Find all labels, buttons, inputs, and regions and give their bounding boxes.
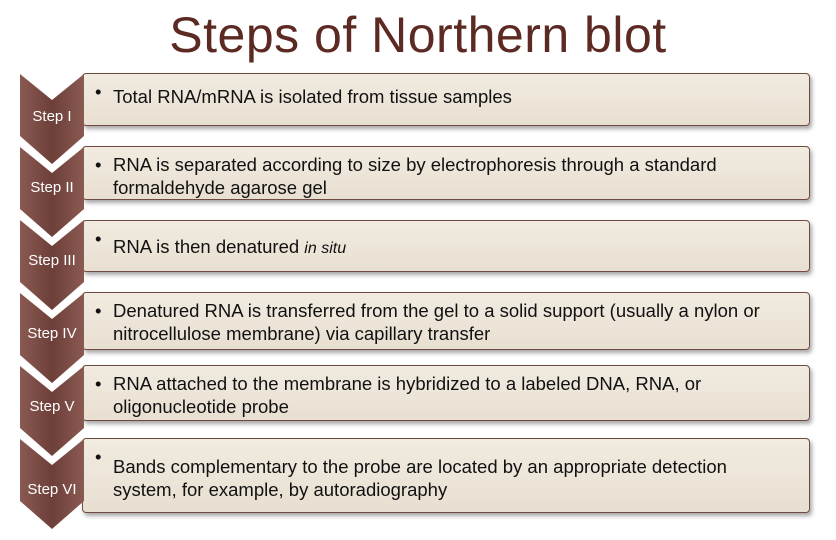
page-title: Steps of Northern blot xyxy=(169,7,667,63)
bullet: • xyxy=(95,228,102,249)
step-1-label: Step I xyxy=(32,108,72,125)
step-3-italic: in situ xyxy=(304,240,347,257)
bullet: • xyxy=(95,300,102,321)
step-6-box xyxy=(82,438,810,513)
step-6-label: Step VI xyxy=(27,481,77,498)
step-1-text: Total RNA/mRNA is isolated from tissue samples xyxy=(113,86,512,107)
step-5-text: RNA attached to the membrane is hybridized to a labeled DNA, RNA, or oligonucleotide probe xyxy=(113,373,702,417)
step-2-text: RNA is separated according to size by electrophoresis through a standard formaldehyde agarose gel xyxy=(113,154,717,198)
step-4-label: Step IV xyxy=(27,325,77,342)
step-1-box xyxy=(82,73,810,126)
step-5-label: Step V xyxy=(29,398,75,415)
step-6-text: Bands complementary to the probe are located by an appropriate detection system, for example, by autoradiography xyxy=(113,456,727,500)
bullet: • xyxy=(95,154,102,175)
step-4-text: Denatured RNA is transferred from the gel to a solid support (usually a nylon or nitrocellulose membrane) via capillary transfer xyxy=(113,300,760,344)
bullet: • xyxy=(95,373,102,394)
step-3-box xyxy=(82,220,810,272)
step-3-label: Step III xyxy=(28,252,76,269)
step-3-text: RNA is then denatured xyxy=(113,236,305,257)
step-4-box xyxy=(82,292,810,350)
step-5-box xyxy=(82,365,810,421)
bullet: • xyxy=(95,446,102,467)
step-2-box xyxy=(82,146,810,200)
bullet: • xyxy=(95,81,102,102)
step-2-label: Step II xyxy=(30,179,74,196)
